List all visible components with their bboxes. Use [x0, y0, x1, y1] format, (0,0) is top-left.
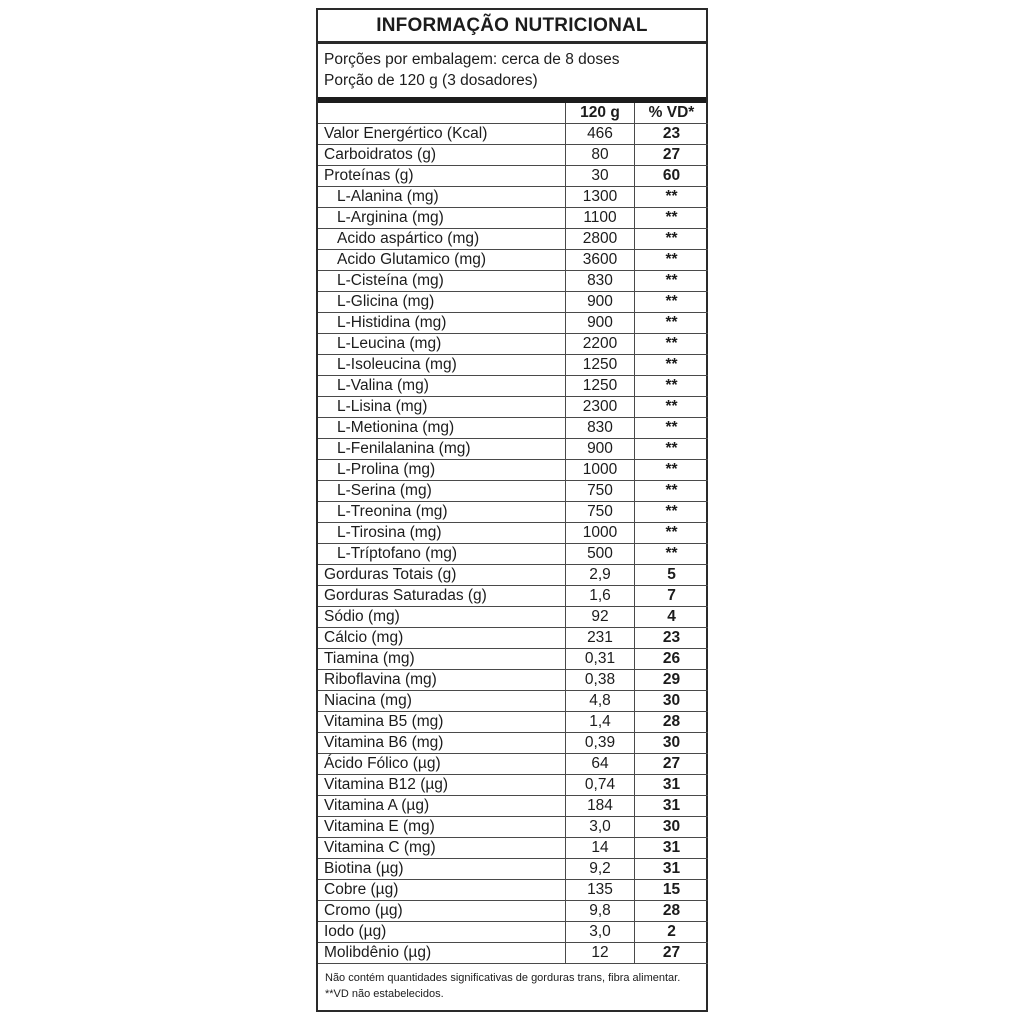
table-row	[318, 376, 706, 397]
table-row	[318, 775, 706, 796]
nutrient-name: L-Glicina (mg)	[318, 292, 565, 313]
nutrient-amount: 3,0	[565, 817, 635, 838]
nutrient-name: L-Treonina (mg)	[318, 502, 565, 523]
nutrient-vd: 15	[635, 880, 708, 901]
table-row	[318, 481, 706, 502]
table-row	[318, 355, 706, 376]
table-row	[318, 502, 706, 523]
table-header-row	[318, 103, 706, 124]
nutrient-name: Vitamina E (mg)	[318, 817, 565, 838]
table-row	[318, 418, 706, 439]
nutrient-name: Cromo (µg)	[318, 901, 565, 922]
nutrient-vd: **	[635, 418, 708, 439]
nutrient-vd: **	[635, 187, 708, 208]
servings-line-2: Porção de 120 g (3 dosadores)	[324, 72, 538, 89]
nutrient-amount: 830	[565, 418, 635, 439]
table-row	[318, 838, 706, 859]
nutrient-rows	[318, 124, 706, 964]
nutrient-vd: **	[635, 397, 708, 418]
nutrient-amount: 900	[565, 439, 635, 460]
nutrient-vd: **	[635, 208, 708, 229]
table-row	[318, 271, 706, 292]
nutrient-amount: 830	[565, 271, 635, 292]
label-title: INFORMAÇÃO NUTRICIONAL	[318, 10, 706, 44]
table-row	[318, 250, 706, 271]
table-row	[318, 691, 706, 712]
table-row	[318, 544, 706, 565]
table-row	[318, 628, 706, 649]
nutrient-vd: 30	[635, 733, 708, 754]
nutrient-name: L-Leucina (mg)	[318, 334, 565, 355]
nutrient-amount: 9,2	[565, 859, 635, 880]
nutrient-vd: 4	[635, 607, 708, 628]
nutrient-amount: 1,6	[565, 586, 635, 607]
nutrient-name: Vitamina B12 (µg)	[318, 775, 565, 796]
table-row	[318, 292, 706, 313]
table-row	[318, 922, 706, 943]
table-row	[318, 460, 706, 481]
nutrient-name: L-Serina (mg)	[318, 481, 565, 502]
table-row	[318, 187, 706, 208]
nutrient-vd: 27	[635, 754, 708, 775]
nutrient-vd: 60	[635, 166, 708, 187]
nutrient-name: L-Histidina (mg)	[318, 313, 565, 334]
table-row	[318, 523, 706, 544]
nutrient-vd: **	[635, 313, 708, 334]
nutrient-vd: **	[635, 544, 708, 565]
nutrient-name: Molibdênio (µg)	[318, 943, 565, 964]
nutrient-name: L-Fenilalanina (mg)	[318, 439, 565, 460]
nutrient-vd: 23	[635, 124, 708, 145]
table-row	[318, 397, 706, 418]
nutrient-vd: 30	[635, 691, 708, 712]
nutrient-vd: 28	[635, 901, 708, 922]
nutrient-amount: 466	[565, 124, 635, 145]
servings-info	[318, 44, 706, 97]
table-row	[318, 859, 706, 880]
footnotes	[318, 964, 706, 1010]
nutrient-amount: 80	[565, 145, 635, 166]
nutrient-name: L-Valina (mg)	[318, 376, 565, 397]
nutrient-vd: 30	[635, 817, 708, 838]
nutrient-amount: 30	[565, 166, 635, 187]
nutrient-name: Vitamina C (mg)	[318, 838, 565, 859]
nutrient-vd: 7	[635, 586, 708, 607]
nutrient-amount: 9,8	[565, 901, 635, 922]
nutrient-name: Tiamina (mg)	[318, 649, 565, 670]
nutrient-amount: 1100	[565, 208, 635, 229]
nutrient-vd: **	[635, 460, 708, 481]
table-row	[318, 313, 706, 334]
nutrient-vd: 29	[635, 670, 708, 691]
table-row	[318, 670, 706, 691]
nutrient-vd: 27	[635, 145, 708, 166]
nutrient-vd: **	[635, 292, 708, 313]
nutrient-name: L-Lisina (mg)	[318, 397, 565, 418]
table-row	[318, 229, 706, 250]
nutrient-name: Cálcio (mg)	[318, 628, 565, 649]
nutrient-amount: 750	[565, 502, 635, 523]
nutrient-amount: 3,0	[565, 922, 635, 943]
nutrient-amount: 1000	[565, 523, 635, 544]
nutrient-amount: 750	[565, 481, 635, 502]
nutrient-vd: 5	[635, 565, 708, 586]
table-row	[318, 901, 706, 922]
nutrient-amount: 1,4	[565, 712, 635, 733]
nutrient-vd: **	[635, 523, 708, 544]
column-header-amount: 120 g	[565, 103, 635, 124]
servings-line-1: Porções por embalagem: cerca de 8 doses	[324, 51, 620, 68]
table-row	[318, 733, 706, 754]
nutrient-vd: **	[635, 271, 708, 292]
nutrient-amount: 1250	[565, 355, 635, 376]
nutrient-name: Valor Energértico (Kcal)	[318, 124, 565, 145]
table-row	[318, 880, 706, 901]
nutrient-amount: 0,31	[565, 649, 635, 670]
nutrient-vd: 26	[635, 649, 708, 670]
table-row	[318, 817, 706, 838]
nutrient-amount: 4,8	[565, 691, 635, 712]
footnote-1: Não contém quantidades significativas de gorduras trans, fibra alimentar.	[325, 972, 681, 984]
nutrient-amount: 14	[565, 838, 635, 859]
nutrient-amount: 500	[565, 544, 635, 565]
nutrition-label	[316, 8, 708, 1012]
nutrient-name: L-Prolina (mg)	[318, 460, 565, 481]
nutrient-amount: 2800	[565, 229, 635, 250]
table-row	[318, 943, 706, 964]
nutrient-name: Ácido Fólico (µg)	[318, 754, 565, 775]
nutrient-amount: 900	[565, 292, 635, 313]
table-row	[318, 754, 706, 775]
nutrient-vd: 31	[635, 796, 708, 817]
nutrient-vd: **	[635, 250, 708, 271]
table-row	[318, 166, 706, 187]
nutrient-name: Acido aspártico (mg)	[318, 229, 565, 250]
nutrient-vd: **	[635, 481, 708, 502]
page-background	[0, 8, 1024, 1024]
column-header-blank	[318, 103, 565, 124]
nutrient-vd: **	[635, 355, 708, 376]
nutrient-name: Cobre (µg)	[318, 880, 565, 901]
nutrient-vd: **	[635, 229, 708, 250]
nutrient-name: Carboidratos (g)	[318, 145, 565, 166]
nutrient-amount: 92	[565, 607, 635, 628]
nutrient-vd: 31	[635, 838, 708, 859]
nutrient-name: Vitamina A (µg)	[318, 796, 565, 817]
table-row	[318, 334, 706, 355]
table-row	[318, 565, 706, 586]
nutrient-amount: 0,39	[565, 733, 635, 754]
nutrient-amount: 135	[565, 880, 635, 901]
nutrient-amount: 12	[565, 943, 635, 964]
nutrient-name: Iodo (µg)	[318, 922, 565, 943]
nutrient-amount: 2200	[565, 334, 635, 355]
nutrient-name: Niacina (mg)	[318, 691, 565, 712]
nutrient-amount: 184	[565, 796, 635, 817]
nutrient-vd: 31	[635, 859, 708, 880]
nutrient-amount: 1000	[565, 460, 635, 481]
nutrient-vd: 28	[635, 712, 708, 733]
nutrient-vd: 23	[635, 628, 708, 649]
table-row	[318, 208, 706, 229]
nutrient-name: Gorduras Saturadas (g)	[318, 586, 565, 607]
nutrient-vd: **	[635, 334, 708, 355]
nutrient-name: Acido Glutamico (mg)	[318, 250, 565, 271]
table-row	[318, 796, 706, 817]
nutrient-amount: 900	[565, 313, 635, 334]
nutrient-name: Vitamina B6 (mg)	[318, 733, 565, 754]
table-row	[318, 649, 706, 670]
nutrient-name: Vitamina B5 (mg)	[318, 712, 565, 733]
nutrient-amount: 1300	[565, 187, 635, 208]
nutrient-amount: 231	[565, 628, 635, 649]
nutrient-amount: 0,38	[565, 670, 635, 691]
nutrient-name: L-Tirosina (mg)	[318, 523, 565, 544]
nutrient-name: Biotina (µg)	[318, 859, 565, 880]
nutrient-amount: 2,9	[565, 565, 635, 586]
nutrient-amount: 3600	[565, 250, 635, 271]
nutrient-name: L-Cisteína (mg)	[318, 271, 565, 292]
table-row	[318, 124, 706, 145]
nutrient-name: Gorduras Totais (g)	[318, 565, 565, 586]
nutrient-name: L-Arginina (mg)	[318, 208, 565, 229]
table-row	[318, 712, 706, 733]
nutrient-amount: 2300	[565, 397, 635, 418]
nutrient-vd: **	[635, 502, 708, 523]
nutrient-amount: 1250	[565, 376, 635, 397]
table-row	[318, 145, 706, 166]
nutrient-name: L-Isoleucina (mg)	[318, 355, 565, 376]
nutrient-name: Riboflavina (mg)	[318, 670, 565, 691]
nutrient-name: Proteínas (g)	[318, 166, 565, 187]
nutrient-amount: 64	[565, 754, 635, 775]
nutrient-name: L-Metionina (mg)	[318, 418, 565, 439]
nutrient-vd: 2	[635, 922, 708, 943]
nutrient-name: Sódio (mg)	[318, 607, 565, 628]
table-row	[318, 607, 706, 628]
nutrient-amount: 0,74	[565, 775, 635, 796]
column-header-vd: % VD*	[635, 103, 708, 124]
nutrient-name: L-Tríptofano (mg)	[318, 544, 565, 565]
footnote-2: **VD não estabelecidos.	[325, 988, 444, 1000]
nutrient-vd: 27	[635, 943, 708, 964]
nutrient-name: L-Alanina (mg)	[318, 187, 565, 208]
nutrient-vd: 31	[635, 775, 708, 796]
table-row	[318, 586, 706, 607]
nutrient-vd: **	[635, 439, 708, 460]
nutrient-vd: **	[635, 376, 708, 397]
table-row	[318, 439, 706, 460]
